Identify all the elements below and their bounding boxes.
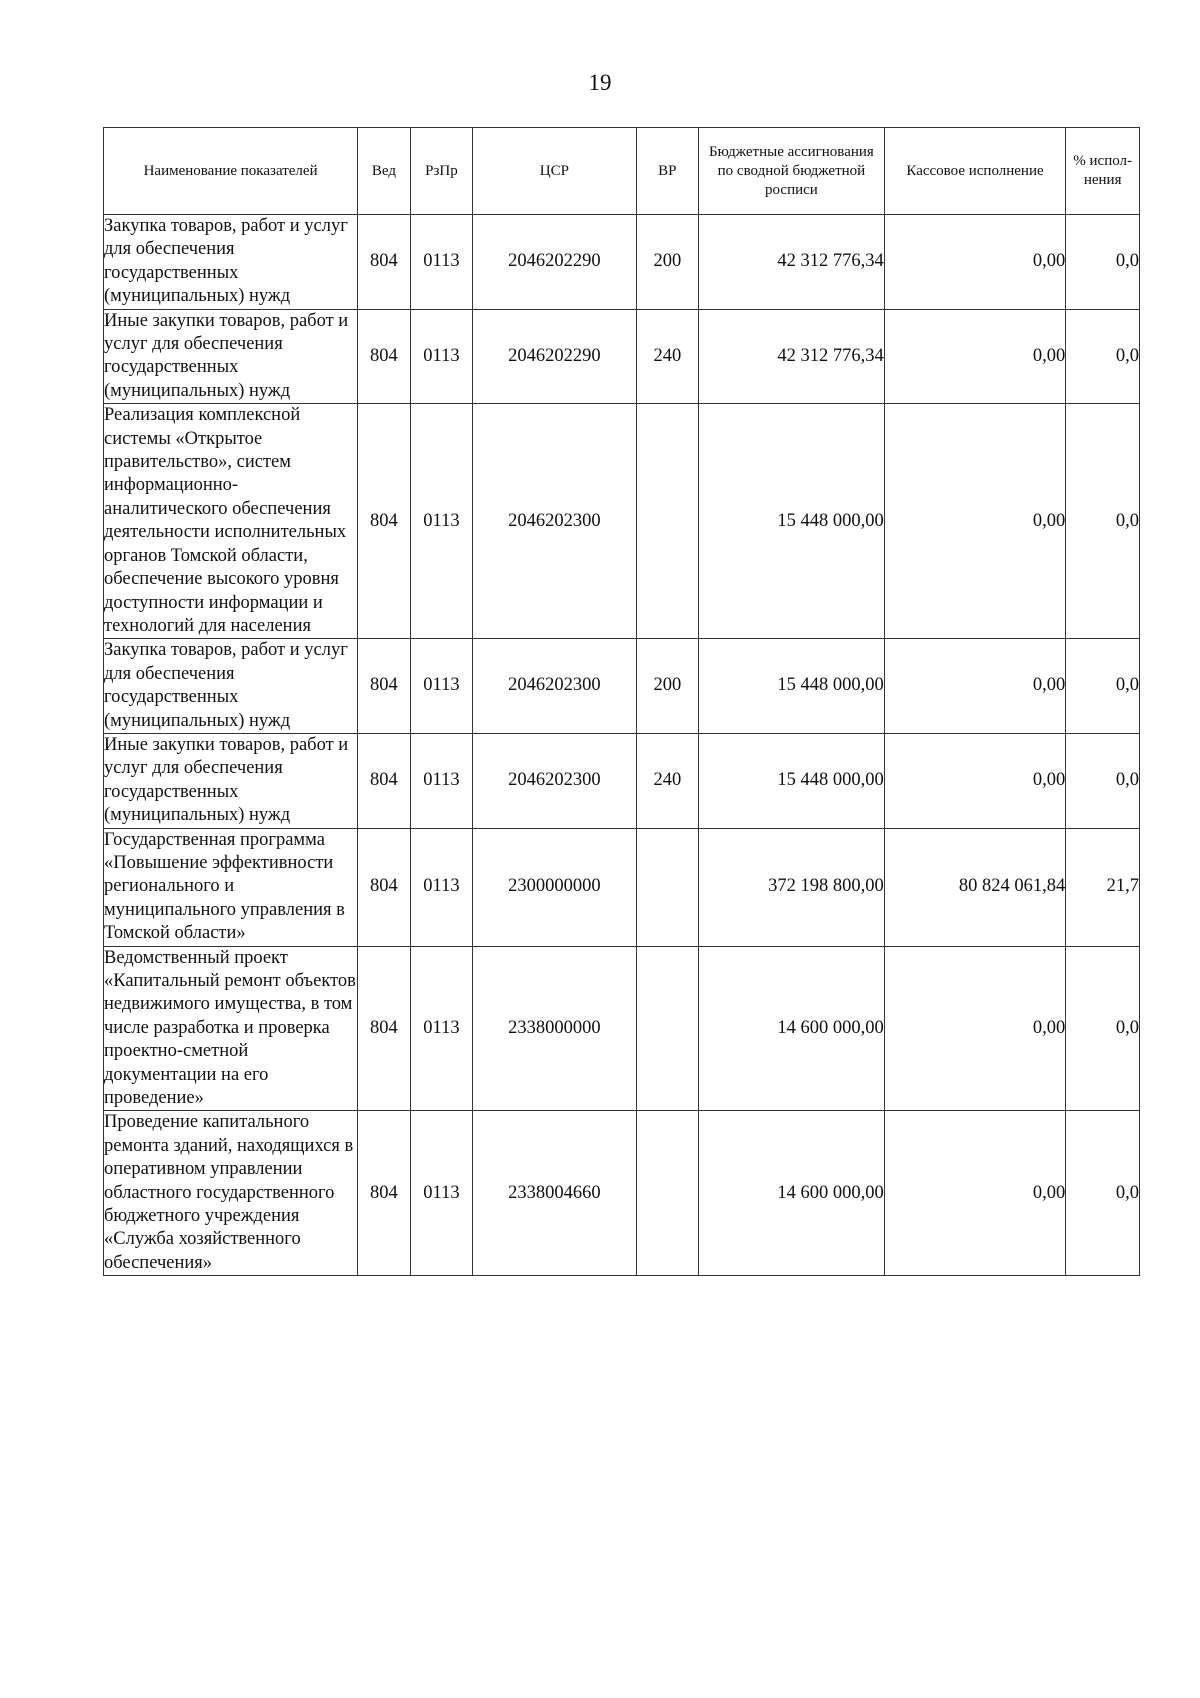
header-percent: % испол-нения: [1066, 128, 1140, 215]
budget-execution-table: [103, 127, 1140, 1276]
row-budget: 42 312 776,34: [699, 309, 885, 404]
row-csr: 2046202300: [473, 639, 636, 734]
row-rzpr: 0113: [410, 946, 473, 1111]
row-csr: 2046202290: [473, 309, 636, 404]
row-csr: 2046202300: [473, 404, 636, 639]
row-rzpr: 0113: [410, 639, 473, 734]
row-ved: 804: [358, 404, 410, 639]
row-name: Реализация комплексной системы «Открытое правительство», систем информационно-аналитического обеспечения деятельности исполнительных органов Томской области, обеспечение высокого уровня доступности информации и технологий для населения: [104, 404, 358, 639]
row-cash: 0,00: [884, 1111, 1066, 1276]
row-vr: [636, 404, 699, 639]
header-cash: Кассовое исполнение: [884, 128, 1066, 215]
row-rzpr: 0113: [410, 404, 473, 639]
row-percent: 0,0: [1066, 309, 1140, 404]
table-row: [104, 733, 1140, 828]
row-csr: 2338004660: [473, 1111, 636, 1276]
row-ved: 804: [358, 828, 410, 946]
row-budget: 15 448 000,00: [699, 733, 885, 828]
row-ved: 804: [358, 733, 410, 828]
row-vr: 240: [636, 309, 699, 404]
row-name: Закупка товаров, работ и услуг для обеспечения государственных (муниципальных) нужд: [104, 639, 358, 734]
row-budget: 14 600 000,00: [699, 946, 885, 1111]
row-rzpr: 0113: [410, 309, 473, 404]
row-vr: [636, 828, 699, 946]
table-row: [104, 215, 1140, 310]
header-rzpr: РзПр: [410, 128, 473, 215]
row-csr: 2046202290: [473, 215, 636, 310]
row-cash: 0,00: [884, 309, 1066, 404]
row-vr: 200: [636, 639, 699, 734]
row-budget: 15 448 000,00: [699, 404, 885, 639]
row-name: Закупка товаров, работ и услуг для обеспечения государственных (муниципальных) нужд: [104, 215, 358, 310]
row-percent: 0,0: [1066, 946, 1140, 1111]
row-vr: [636, 946, 699, 1111]
row-cash: 0,00: [884, 639, 1066, 734]
row-rzpr: 0113: [410, 733, 473, 828]
header-csr: ЦСР: [473, 128, 636, 215]
row-percent: 21,7: [1066, 828, 1140, 946]
row-budget: 372 198 800,00: [699, 828, 885, 946]
table-row: [104, 309, 1140, 404]
row-csr: 2046202300: [473, 733, 636, 828]
row-csr: 2300000000: [473, 828, 636, 946]
row-name: Иные закупки товаров, работ и услуг для обеспечения государственных (муниципальных) нужд: [104, 309, 358, 404]
page-number: 19: [588, 70, 612, 95]
row-vr: [636, 1111, 699, 1276]
row-percent: 0,0: [1066, 404, 1140, 639]
row-budget: 15 448 000,00: [699, 639, 885, 734]
row-budget: 14 600 000,00: [699, 1111, 885, 1276]
header-budget: Бюджетные ассигнования по сводной бюджетной росписи: [699, 128, 885, 215]
row-cash: 0,00: [884, 733, 1066, 828]
table-row: [104, 946, 1140, 1111]
row-rzpr: 0113: [410, 1111, 473, 1276]
table-header-row: [104, 128, 1140, 215]
table-row: [104, 828, 1140, 946]
row-ved: 804: [358, 309, 410, 404]
header-vr: ВР: [636, 128, 699, 215]
row-vr: 200: [636, 215, 699, 310]
row-name: Иные закупки товаров, работ и услуг для обеспечения государственных (муниципальных) нужд: [104, 733, 358, 828]
row-name: Проведение капитального ремонта зданий, находящихся в оперативном управлении областного государственного бюджетного учреждения «Служба хозяйственного обеспечения»: [104, 1111, 358, 1276]
row-cash: 0,00: [884, 404, 1066, 639]
row-ved: 804: [358, 215, 410, 310]
row-name: Государственная программа «Повышение эффективности регионального и муниципального управления в Томской области»: [104, 828, 358, 946]
row-ved: 804: [358, 639, 410, 734]
row-vr: 240: [636, 733, 699, 828]
row-percent: 0,0: [1066, 1111, 1140, 1276]
header-name: Наименование показателей: [104, 128, 358, 215]
row-name: Ведомственный проект «Капитальный ремонт объектов недвижимого имущества, в том числе разработка и проверка проектно-сметной документации на его проведение»: [104, 946, 358, 1111]
row-rzpr: 0113: [410, 828, 473, 946]
row-budget: 42 312 776,34: [699, 215, 885, 310]
row-ved: 804: [358, 1111, 410, 1276]
row-csr: 2338000000: [473, 946, 636, 1111]
row-rzpr: 0113: [410, 215, 473, 310]
row-ved: 804: [358, 946, 410, 1111]
row-cash: 80 824 061,84: [884, 828, 1066, 946]
table-row: [104, 1111, 1140, 1276]
table-row: [104, 404, 1140, 639]
header-ved: Вед: [358, 128, 410, 215]
row-cash: 0,00: [884, 946, 1066, 1111]
row-percent: 0,0: [1066, 639, 1140, 734]
row-percent: 0,0: [1066, 215, 1140, 310]
table-row: [104, 639, 1140, 734]
row-cash: 0,00: [884, 215, 1066, 310]
row-percent: 0,0: [1066, 733, 1140, 828]
